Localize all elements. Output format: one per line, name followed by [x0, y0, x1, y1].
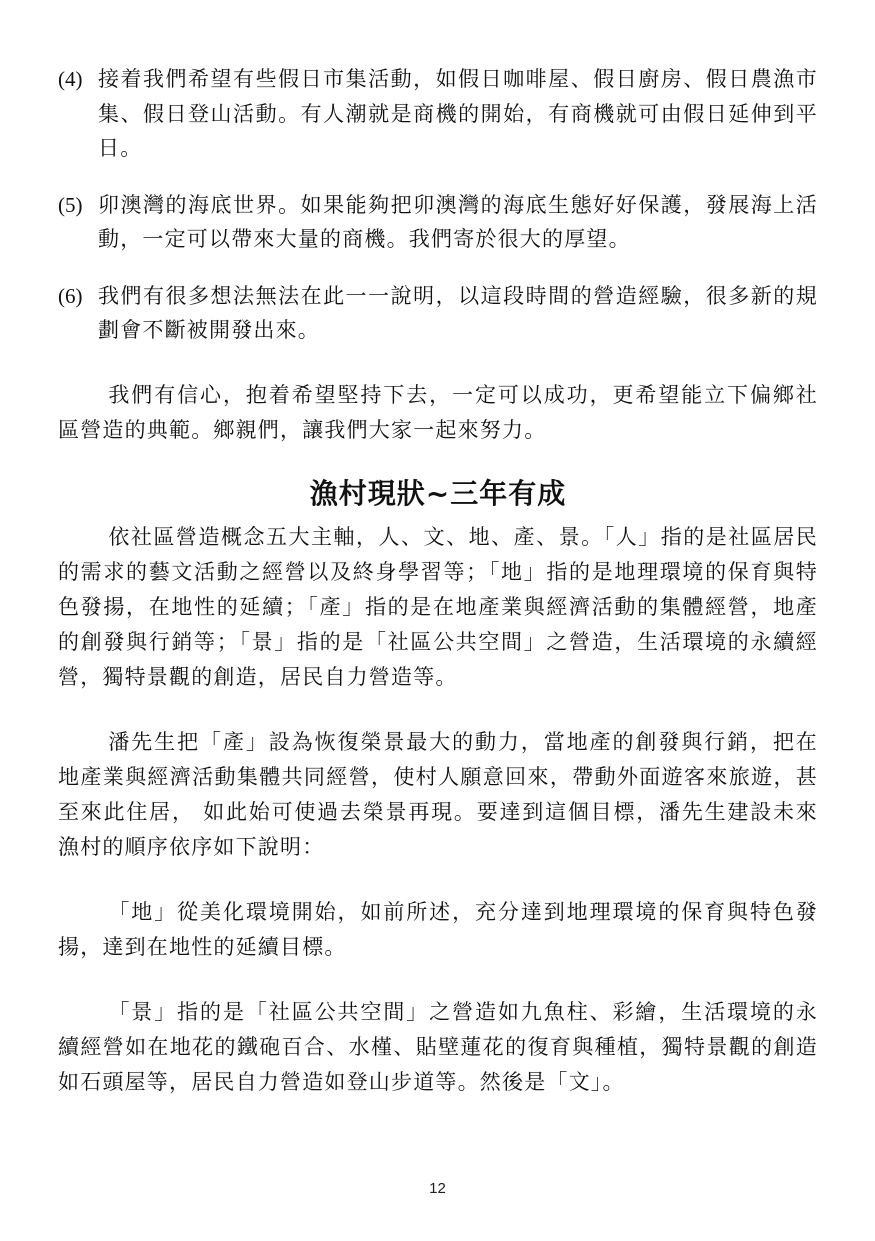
- section-paragraph: 「地」從美化環境開始，如前所述，充分達到地理環境的保育與特色發揚，達到在地性的延續目標。: [58, 899, 818, 959]
- section-paragraph: 「景」指的是「社區公共空間」之營造如九魚柱、彩繪，生活環境的永續經營如在地花的鐵砲百合、水槿、貼壁蓮花的復育與種植，獨特景觀的創造如石頭屋等，居民自力營造如登山步道等。然後是「文」。: [58, 999, 818, 1094]
- section-paragraph: 依社區營造概念五大主軸，人、文、地、產、景。「人」指的是社區居民的需求的藝文活動之經營以及終身學習等；「地」指的是地理環境的保育與特色發揚，在地性的延續；「產」指的是在地產業與經濟活動的集體經營，地產的創發與行銷等；「景」指的是「社區公共空間」之營造，生活環境的永續經營，獨特景觀的創造，居民自力營造等。: [58, 524, 818, 689]
- section-title: 漁村現狀~三年有成: [309, 476, 567, 510]
- list-item-text: 卯澳灣的海底世界。如果能夠把卯澳灣的海底生態好好保護，發展海上活動，一定可以帶來大量的商機。我們寄於很大的厚望。: [98, 192, 818, 251]
- list-item: [58, 62, 818, 166]
- section-paragraph: 潘先生把「產」設為恢復榮景最大的動力，當地產的創發與行銷，把在地產業與經濟活動集體共同經營，使村人願意回來，帶動外面遊客來旅遊，甚至來此住居， 如此始可使過去榮景再現。要達到這個目標，潘先生建設未來漁村的順序依序如下說明：: [58, 729, 818, 859]
- page-number: 12: [429, 1180, 446, 1197]
- closing-paragraph: 我們有信心，抱着希望堅持下去，一定可以成功，更希望能立下偏鄉社區營造的典範。鄉親們，讓我們大家一起來努力。: [58, 382, 818, 442]
- document-page: [58, 62, 818, 1100]
- list-item-text: 我們有很多想法無法在此一一說明，以這段時間的營造經驗，很多新的規劃會不斷被開發出來。: [98, 283, 818, 342]
- list-item: [58, 188, 818, 257]
- list-item-number: (6): [58, 283, 83, 308]
- list-item-text: 接着我們希望有些假日市集活動，如假日咖啡屋、假日廚房、假日農漁市集、假日登山活動。有人潮就是商機的開始，有商機就可由假日延伸到平日。: [98, 67, 818, 160]
- list-item-number: (4): [58, 67, 83, 91]
- list-item-number: (5): [58, 192, 83, 217]
- list-item: [58, 279, 818, 348]
